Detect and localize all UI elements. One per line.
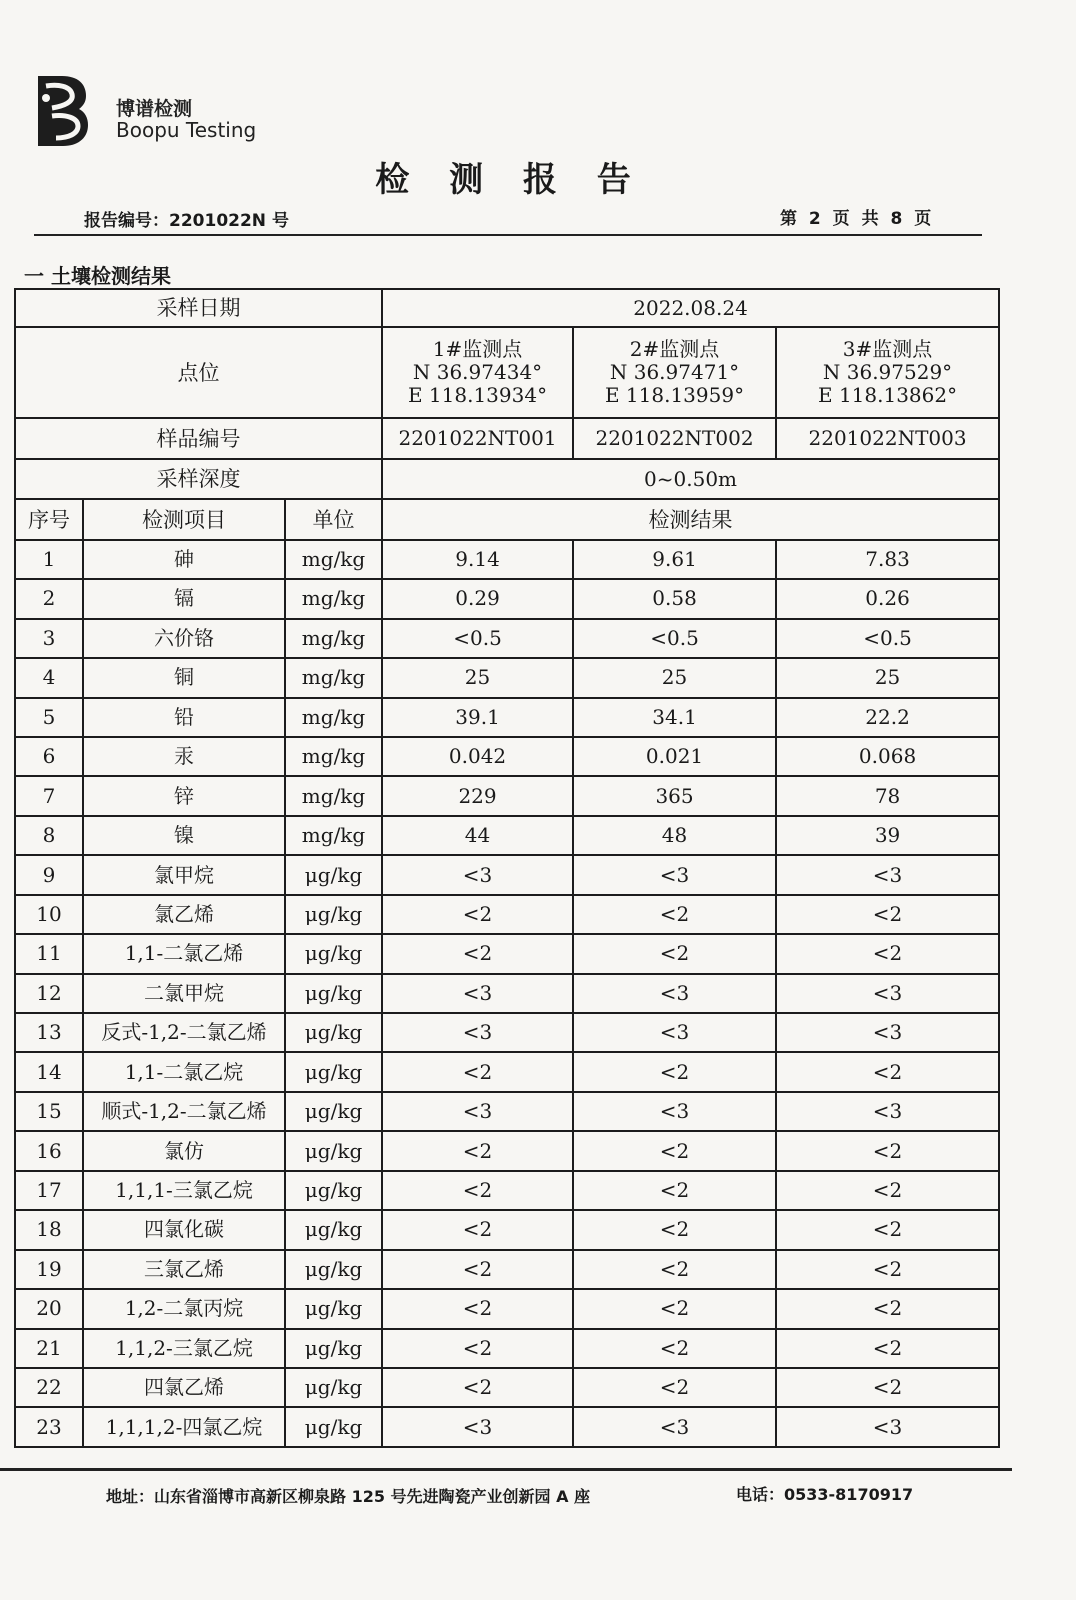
test-item: 1,2-二氯丙烷: [83, 1289, 285, 1328]
result-point-2: <3: [573, 1407, 776, 1447]
row-number: 18: [15, 1210, 83, 1249]
result-point-1: <3: [382, 974, 573, 1013]
unit: mg/kg: [285, 737, 382, 776]
location-lat: N 36.97434°: [412, 360, 543, 385]
sampling-date-label: 采样日期: [15, 289, 382, 327]
sampling-date-value: 2022.08.24: [382, 289, 999, 327]
unit: mg/kg: [285, 619, 382, 658]
result-point-1: 25: [382, 658, 573, 697]
result-point-2: <3: [573, 855, 776, 894]
result-point-1: 39.1: [382, 698, 573, 737]
test-item: 1,1,1-三氯乙烷: [83, 1171, 285, 1210]
sample-id-1: 2201022NT001: [382, 418, 573, 458]
result-point-2: <2: [573, 1171, 776, 1210]
row-number: 17: [15, 1171, 83, 1210]
table-row: [15, 579, 999, 618]
result-point-2: 9.61: [573, 540, 776, 579]
row-number: 7: [15, 776, 83, 815]
result-point-3: 39: [776, 816, 999, 855]
col-header-unit: 单位: [285, 499, 382, 539]
row-number: 16: [15, 1131, 83, 1170]
row-number: 21: [15, 1329, 83, 1368]
result-point-2: <2: [573, 1210, 776, 1249]
depth-label: 采样深度: [15, 459, 382, 499]
test-item: 1,1,1,2-四氯乙烷: [83, 1407, 285, 1447]
results-table: [14, 288, 1000, 1448]
result-point-3: <2: [776, 1368, 999, 1407]
test-item: 1,1-二氯乙烷: [83, 1052, 285, 1091]
result-point-1: <3: [382, 1407, 573, 1447]
row-number: 19: [15, 1250, 83, 1289]
table-row: [15, 855, 999, 894]
result-point-3: <3: [776, 1013, 999, 1052]
table-row: [15, 1250, 999, 1289]
location-row: [15, 327, 999, 418]
test-item: 四氯乙烯: [83, 1368, 285, 1407]
result-point-2: <2: [573, 1368, 776, 1407]
row-number: 22: [15, 1368, 83, 1407]
row-number: 15: [15, 1092, 83, 1131]
test-item: 氯乙烯: [83, 895, 285, 934]
result-point-3: 7.83: [776, 540, 999, 579]
boopu-logo-icon: [32, 72, 92, 148]
unit: mg/kg: [285, 776, 382, 815]
result-point-3: 25: [776, 658, 999, 697]
result-point-3: <3: [776, 855, 999, 894]
location-lon: E 118.13934°: [407, 383, 548, 408]
table-row: [15, 1092, 999, 1131]
result-point-3: <0.5: [776, 619, 999, 658]
unit: μg/kg: [285, 1052, 382, 1091]
table-row: [15, 816, 999, 855]
page-number: 第 2 页 共 8 页: [780, 209, 932, 229]
row-number: 10: [15, 895, 83, 934]
test-item: 铅: [83, 698, 285, 737]
row-number: 11: [15, 934, 83, 973]
test-item: 汞: [83, 737, 285, 776]
result-point-2: <3: [573, 1013, 776, 1052]
col-header-item: 检测项目: [83, 499, 285, 539]
row-number: 20: [15, 1289, 83, 1328]
table-row: [15, 974, 999, 1013]
table-row: [15, 1368, 999, 1407]
table-row: [15, 934, 999, 973]
unit: μg/kg: [285, 855, 382, 894]
test-item: 镉: [83, 579, 285, 618]
result-point-1: <3: [382, 1013, 573, 1052]
col-header-no: 序号: [15, 499, 83, 539]
row-number: 8: [15, 816, 83, 855]
result-point-3: <2: [776, 895, 999, 934]
section-title: 一 土壤检测结果: [24, 264, 171, 288]
result-point-2: <2: [573, 1250, 776, 1289]
footer-address: 地址：山东省淄博市高新区柳泉路 125 号先进陶瓷产业创新园 A 座: [106, 1487, 591, 1506]
result-point-1: 229: [382, 776, 573, 815]
unit: μg/kg: [285, 1368, 382, 1407]
unit: μg/kg: [285, 1289, 382, 1328]
result-point-1: <2: [382, 1131, 573, 1170]
result-point-2: <2: [573, 934, 776, 973]
unit: μg/kg: [285, 895, 382, 934]
result-point-1: <2: [382, 1289, 573, 1328]
unit: mg/kg: [285, 540, 382, 579]
table-row: [15, 1171, 999, 1210]
result-point-1: <2: [382, 1052, 573, 1091]
row-number: 4: [15, 658, 83, 697]
unit: μg/kg: [285, 974, 382, 1013]
result-point-1: <2: [382, 1368, 573, 1407]
test-item: 二氯甲烷: [83, 974, 285, 1013]
location-lat: N 36.97529°: [822, 360, 953, 385]
table-row: [15, 1210, 999, 1249]
unit: μg/kg: [285, 1131, 382, 1170]
col-header-result: 检测结果: [382, 499, 999, 539]
location-label: 点位: [15, 327, 382, 418]
result-point-2: <2: [573, 1289, 776, 1328]
result-point-1: <2: [382, 1171, 573, 1210]
test-item: 四氯化碳: [83, 1210, 285, 1249]
row-number: 2: [15, 579, 83, 618]
sample-id-2: 2201022NT002: [573, 418, 776, 458]
table-row: [15, 1013, 999, 1052]
test-item: 锌: [83, 776, 285, 815]
header-divider: [34, 234, 982, 236]
depth-value: 0~0.50m: [382, 459, 999, 499]
test-item: 1,1-二氯乙烯: [83, 934, 285, 973]
location-name: 2#监测点: [629, 337, 720, 362]
unit: μg/kg: [285, 1407, 382, 1447]
result-point-2: 0.021: [573, 737, 776, 776]
result-point-1: <2: [382, 895, 573, 934]
table-row: [15, 1131, 999, 1170]
result-point-2: 365: [573, 776, 776, 815]
result-point-1: <2: [382, 1250, 573, 1289]
result-point-1: <2: [382, 1210, 573, 1249]
test-item: 铜: [83, 658, 285, 697]
table-row: [15, 698, 999, 737]
test-item: 氯仿: [83, 1131, 285, 1170]
depth-row: [15, 459, 999, 499]
sample-id-3: 2201022NT003: [776, 418, 999, 458]
test-item: 1,1,2-三氯乙烷: [83, 1329, 285, 1368]
table-row: [15, 540, 999, 579]
result-point-1: 0.042: [382, 737, 573, 776]
location-3: [776, 327, 999, 418]
result-point-3: <3: [776, 1407, 999, 1447]
result-point-2: <3: [573, 1092, 776, 1131]
result-point-2: 48: [573, 816, 776, 855]
table-row: [15, 619, 999, 658]
result-point-1: 9.14: [382, 540, 573, 579]
location-name: 3#监测点: [842, 337, 933, 362]
row-number: 12: [15, 974, 83, 1013]
unit: μg/kg: [285, 934, 382, 973]
unit: mg/kg: [285, 579, 382, 618]
unit: μg/kg: [285, 1092, 382, 1131]
test-item: 砷: [83, 540, 285, 579]
result-point-2: <2: [573, 1131, 776, 1170]
row-number: 23: [15, 1407, 83, 1447]
result-point-2: 25: [573, 658, 776, 697]
footer-phone: 电话：0533-8170917: [736, 1485, 914, 1504]
result-point-1: <3: [382, 855, 573, 894]
unit: μg/kg: [285, 1210, 382, 1249]
location-lat: N 36.97471°: [609, 360, 740, 385]
result-point-3: <2: [776, 1052, 999, 1091]
unit: mg/kg: [285, 658, 382, 697]
result-point-3: 0.26: [776, 579, 999, 618]
sampling-date-row: [15, 289, 999, 327]
result-point-3: 78: [776, 776, 999, 815]
result-point-3: <2: [776, 1250, 999, 1289]
row-number: 9: [15, 855, 83, 894]
unit: μg/kg: [285, 1013, 382, 1052]
location-lon: E 118.13959°: [604, 383, 745, 408]
result-point-1: 44: [382, 816, 573, 855]
column-header-row: [15, 499, 999, 539]
test-item: 六价铬: [83, 619, 285, 658]
result-point-3: <2: [776, 1131, 999, 1170]
sample-id-row: [15, 418, 999, 458]
table-row: [15, 776, 999, 815]
result-point-1: <2: [382, 1329, 573, 1368]
unit: μg/kg: [285, 1250, 382, 1289]
brand-name-cn: 博谱检测: [116, 98, 193, 120]
result-point-2: <2: [573, 1329, 776, 1368]
result-point-2: <2: [573, 1052, 776, 1091]
unit: mg/kg: [285, 816, 382, 855]
table-row: [15, 1052, 999, 1091]
report-number: 报告编号：2201022N 号: [84, 211, 289, 231]
test-item: 反式-1,2-二氯乙烯: [83, 1013, 285, 1052]
table-row: [15, 1407, 999, 1447]
result-point-1: <0.5: [382, 619, 573, 658]
unit: mg/kg: [285, 698, 382, 737]
table-row: [15, 1329, 999, 1368]
location-name: 1#监测点: [432, 337, 523, 362]
result-point-1: <3: [382, 1092, 573, 1131]
result-point-1: <2: [382, 934, 573, 973]
footer-divider: [0, 1468, 1012, 1471]
result-point-3: <2: [776, 1289, 999, 1328]
test-item: 镍: [83, 816, 285, 855]
result-point-3: <3: [776, 1092, 999, 1131]
result-point-2: 0.58: [573, 579, 776, 618]
result-point-3: <2: [776, 1329, 999, 1368]
table-row: [15, 658, 999, 697]
location-1: [382, 327, 573, 418]
brand-name-en: Boopu Testing: [116, 118, 257, 142]
result-point-3: <3: [776, 974, 999, 1013]
row-number: 5: [15, 698, 83, 737]
result-point-2: <2: [573, 895, 776, 934]
table-row: [15, 895, 999, 934]
table-row: [15, 737, 999, 776]
location-2: [573, 327, 776, 418]
report-title: 检 测 报 告: [375, 160, 645, 200]
unit: μg/kg: [285, 1171, 382, 1210]
row-number: 13: [15, 1013, 83, 1052]
row-number: 14: [15, 1052, 83, 1091]
row-number: 1: [15, 540, 83, 579]
row-number: 3: [15, 619, 83, 658]
test-item: 氯甲烷: [83, 855, 285, 894]
location-lon: E 118.13862°: [817, 383, 958, 408]
result-point-3: <2: [776, 1171, 999, 1210]
result-point-2: 34.1: [573, 698, 776, 737]
sample-id-label: 样品编号: [15, 418, 382, 458]
test-item: 顺式-1,2-二氯乙烯: [83, 1092, 285, 1131]
row-number: 6: [15, 737, 83, 776]
result-point-2: <0.5: [573, 619, 776, 658]
test-item: 三氯乙烯: [83, 1250, 285, 1289]
result-point-1: 0.29: [382, 579, 573, 618]
table-row: [15, 1289, 999, 1328]
result-point-3: <2: [776, 934, 999, 973]
unit: μg/kg: [285, 1329, 382, 1368]
result-point-3: 0.068: [776, 737, 999, 776]
result-point-3: <2: [776, 1210, 999, 1249]
result-point-3: 22.2: [776, 698, 999, 737]
result-point-2: <3: [573, 974, 776, 1013]
